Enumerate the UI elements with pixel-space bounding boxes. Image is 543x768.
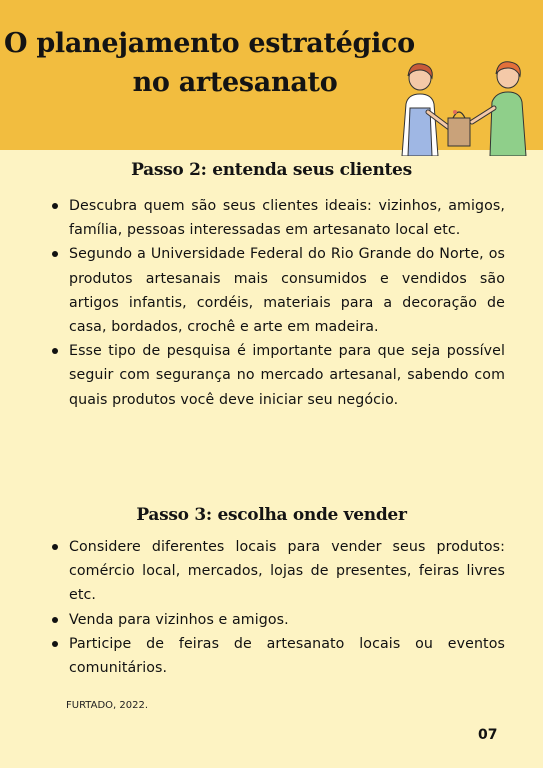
step-3-heading: Passo 3: escolha onde vender: [136, 505, 407, 525]
artisan-selling-bag-illustration: [392, 56, 532, 156]
list-item: Segundo a Universidade Federal do Rio Grande do Norte, os produtos artesanais mais consumidos e vendidos são artigos infantis, cordéis, materiais para a decoração de casa, bordados, crochê e arte em madeira.: [50, 242, 505, 339]
list-item: Participe de feiras de artesanato locais ou eventos comunitários.: [50, 632, 505, 680]
list-item: Descubra quem são seus clientes ideais: vizinhos, amigos, família, pessoas interessadas em artesanato local etc.: [50, 194, 505, 242]
step-2-list: [50, 194, 505, 412]
title-line-1: O planejamento estratégico: [4, 28, 415, 59]
list-item: Venda para vizinhos e amigos.: [50, 608, 505, 632]
page-number: 07: [478, 727, 498, 743]
source-citation: FURTADO, 2022.: [66, 700, 149, 711]
title-line-2: no artesanato: [132, 67, 338, 98]
list-item: Considere diferentes locais para vender seus produtos: comércio local, mercados, lojas de presentes, feiras livres etc.: [50, 535, 505, 608]
step-3-list: [50, 535, 505, 680]
list-item: Esse tipo de pesquisa é importante para que seja possível seguir com segurança no mercado artesanal, sabendo com quais produtos você deve iniciar seu negócio.: [50, 339, 505, 412]
step-2-heading: Passo 2: entenda seus clientes: [131, 160, 412, 180]
